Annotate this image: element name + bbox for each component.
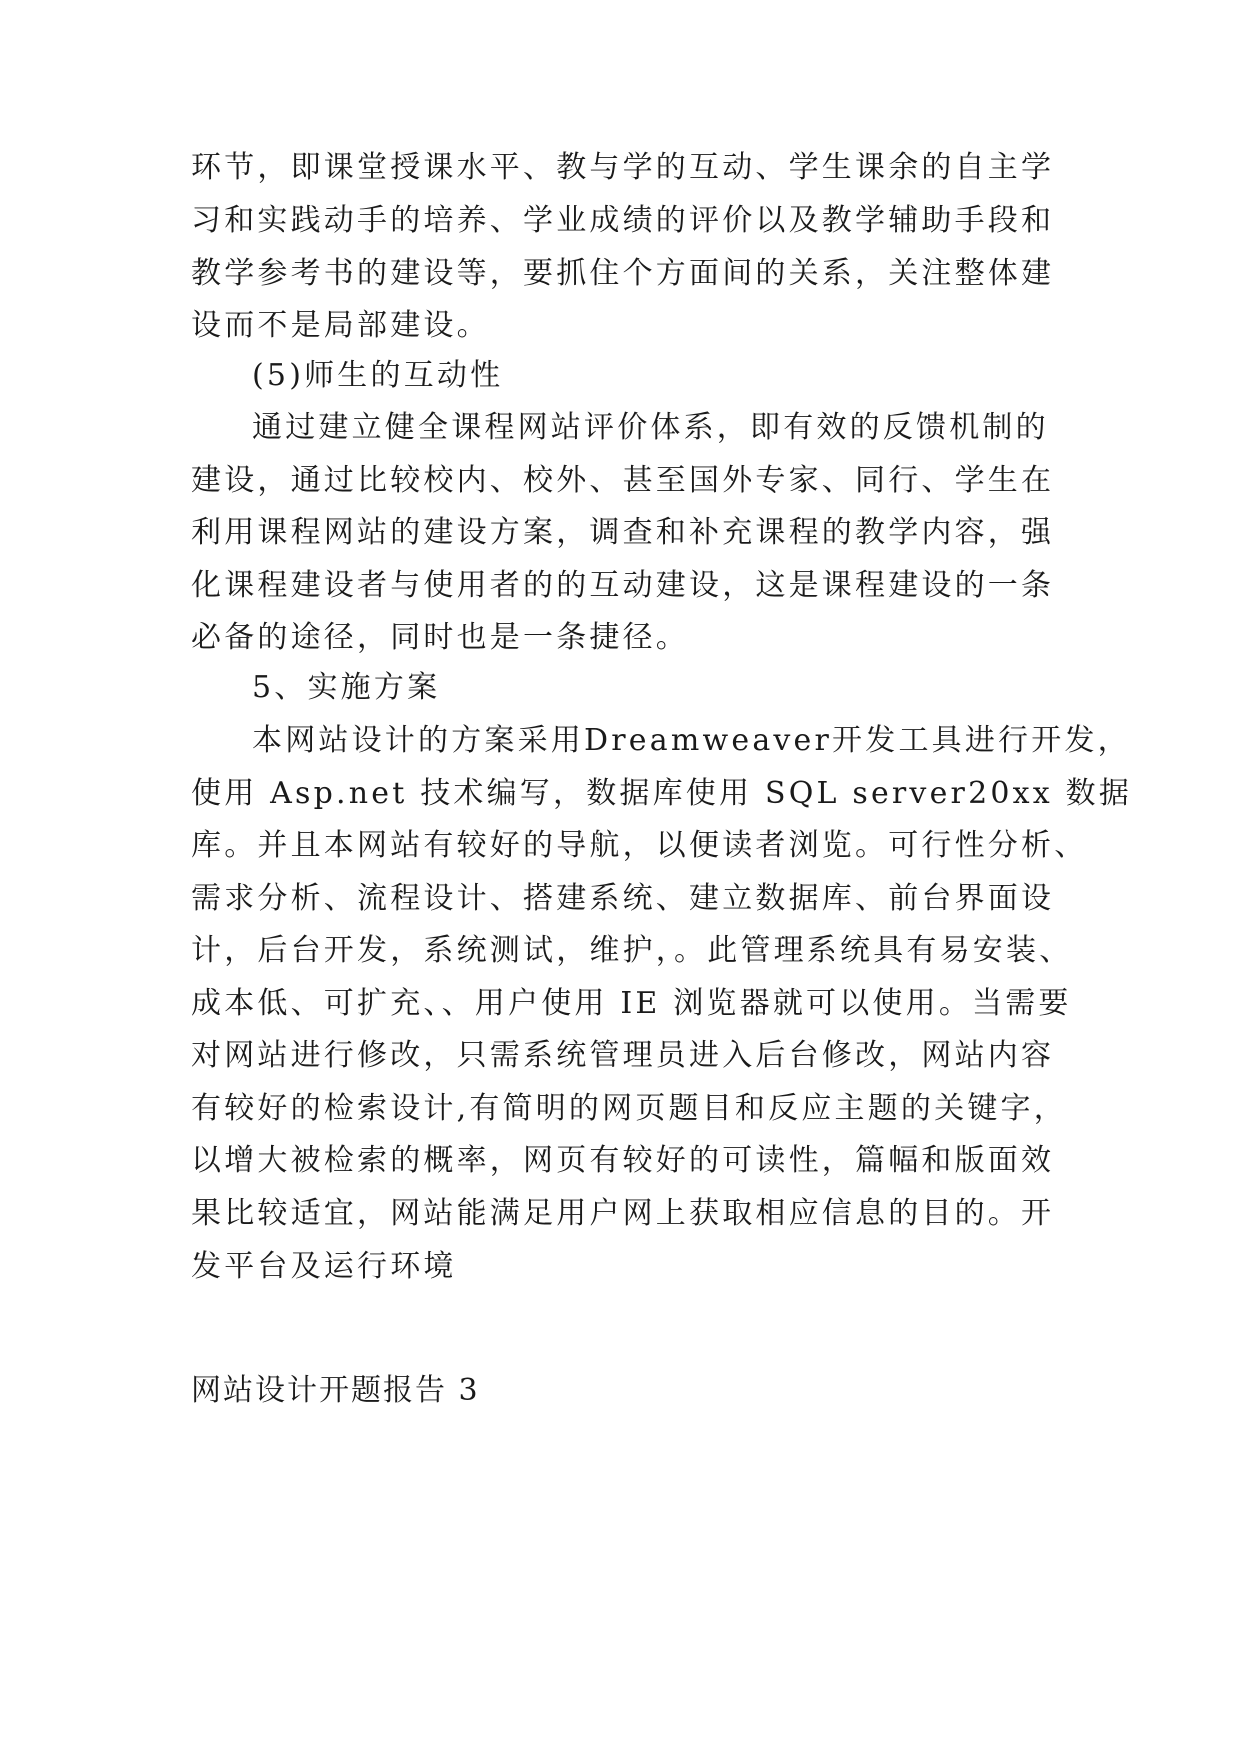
paragraph-line: 需求分析、流程设计、搭建系统、建立数据库、前台界面设	[191, 881, 1055, 916]
paragraph-line: 建设，通过比较校内、校外、甚至国外专家、同行、学生在	[191, 463, 1055, 498]
paragraph-line: 以增大被检索的概率，网页有较好的可读性，篇幅和版面效	[191, 1143, 1055, 1178]
paragraph-line: 环节，即课堂授课水平、教与学的互动、学生课余的自主学	[191, 150, 1055, 185]
paragraph-line: 发平台及运行环境	[191, 1249, 457, 1284]
paragraph-line: 有较好的检索设计,有简明的网页题目和反应主题的关键字，	[191, 1091, 1067, 1126]
section-title: 网站设计开题报告 3	[191, 1373, 480, 1408]
paragraph-line: 利用课程网站的建设方案，调查和补充课程的教学内容，强	[191, 515, 1055, 550]
paragraph-line: 教学参考书的建设等，要抓住个方面间的关系，关注整体建	[191, 256, 1055, 291]
paragraph-line: 设而不是局部建设。	[191, 308, 490, 343]
subheading-implementation: 5、实施方案	[252, 670, 441, 705]
paragraph-line: 库。并且本网站有较好的导航，以便读者浏览。可行性分析、	[191, 828, 1088, 863]
paragraph-line: 习和实践动手的培养、学业成绩的评价以及教学辅助手段和	[191, 203, 1055, 238]
subheading-interaction: (5)师生的互动性	[252, 358, 504, 393]
paragraph-line: 成本低、可扩充、、用户使用 IE 浏览器就可以使用。当需要	[191, 986, 1072, 1021]
paragraph-line: 对网站进行修改，只需系统管理员进入后台修改，网站内容	[191, 1038, 1055, 1073]
paragraph-line: 使用 Asp.net 技术编写，数据库使用 SQL server20xx 数据	[191, 776, 1133, 811]
paragraph-line: 通过建立健全课程网站评价体系，即有效的反馈机制的	[252, 410, 1049, 445]
paragraph-line: 化课程建设者与使用者的的互动建设，这是课程建设的一条	[191, 568, 1055, 603]
paragraph-line: 本网站设计的方案采用Dreamweaver开发工具进行开发，	[252, 723, 1131, 758]
paragraph-line: 计，后台开发，系统测试，维护，。此管理系统具有易安装、	[191, 933, 1073, 968]
paragraph-line: 果比较适宜，网站能满足用户网上获取相应信息的目的。开	[191, 1196, 1055, 1231]
paragraph-line: 必备的途径，同时也是一条捷径。	[191, 620, 689, 655]
